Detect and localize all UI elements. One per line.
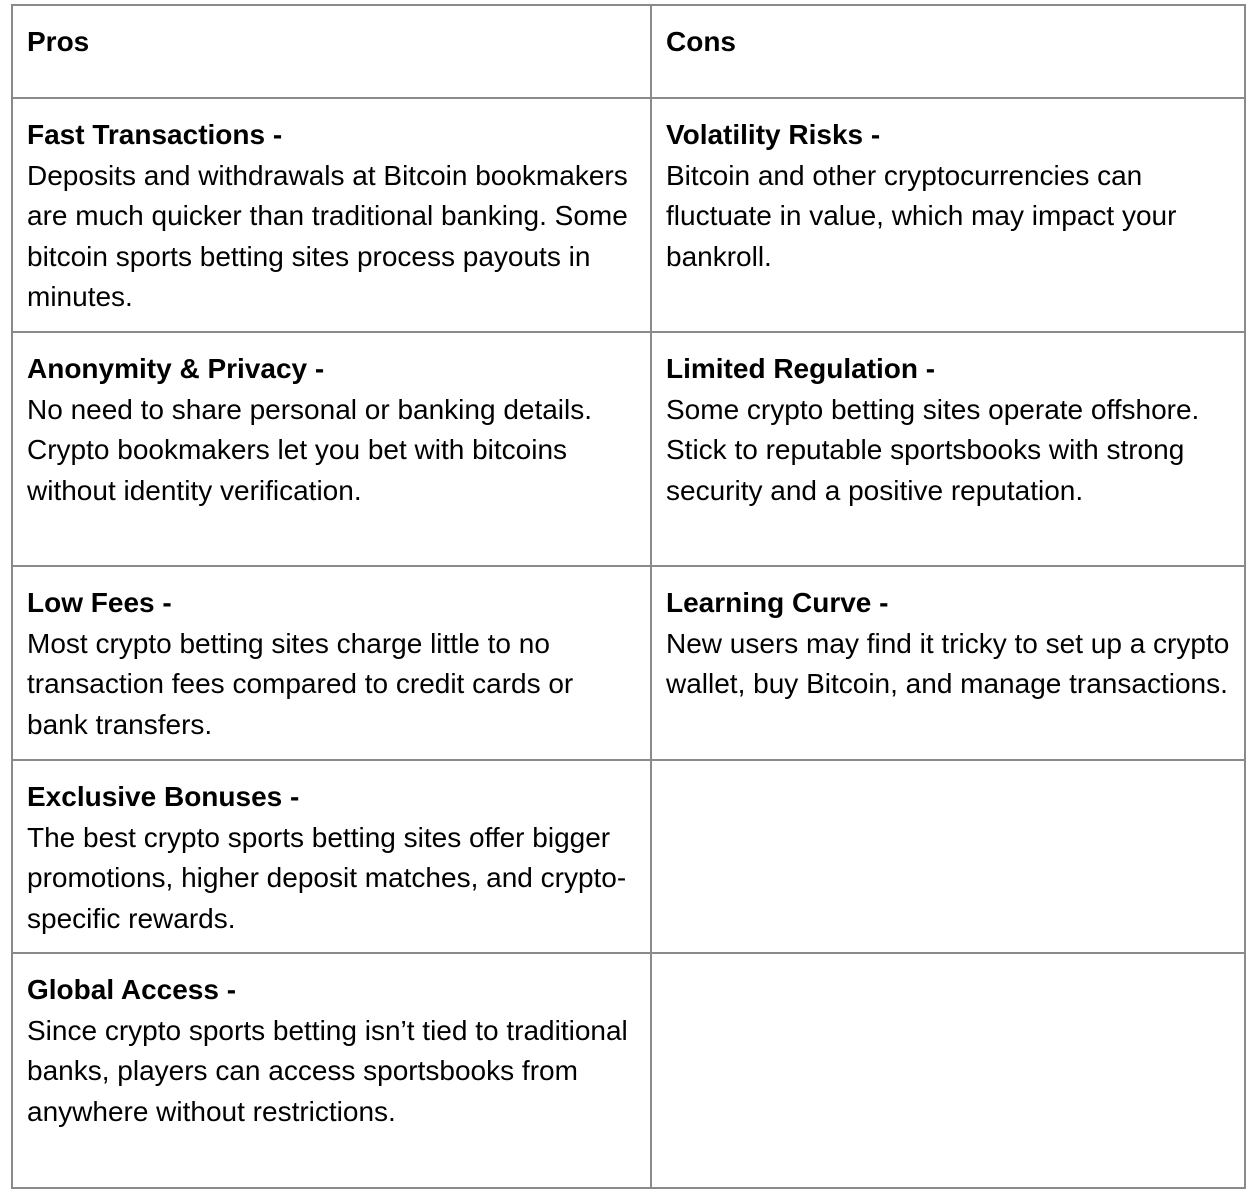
pro-cell (12, 760, 651, 953)
table-row (12, 760, 1245, 953)
header-row (12, 5, 1245, 98)
pro-cell (12, 332, 651, 566)
empty-con-cell (651, 953, 1245, 1188)
pro-description: Most crypto betting sites charge little to no transaction fees compared to credit cards or bank transfers. (27, 627, 574, 740)
pro-cell (12, 566, 651, 760)
pro-title: Anonymity & Privacy - (27, 353, 325, 384)
pro-description: Deposits and withdrawals at Bitcoin bookmakers are much quicker than traditional banking. Some bitcoin sports betting sites process payouts in minutes. (27, 159, 628, 312)
con-cell (651, 332, 1245, 566)
pro-cell (12, 98, 651, 332)
pro-title: Low Fees - (27, 587, 172, 618)
pros-header: Pros (27, 26, 90, 57)
pro-description: No need to share personal or banking details. Crypto bookmakers let you bet with bitcoins without identity verification. (27, 393, 593, 506)
cons-header-cell (651, 5, 1245, 98)
cons-header: Cons (666, 26, 736, 57)
pro-title: Global Access - (27, 974, 237, 1005)
con-description: Some crypto betting sites operate offshore. Stick to reputable sportsbooks with strong security and a positive reputation. (666, 393, 1200, 506)
con-cell (651, 98, 1245, 332)
pros-cons-table (11, 4, 1246, 1189)
empty-con-cell (651, 760, 1245, 953)
pro-description: The best crypto sports betting sites offer bigger promotions, higher deposit matches, and crypto-specific rewards. (27, 821, 627, 934)
pro-description: Since crypto sports betting isn’t tied to traditional banks, players can access sportsbooks from anywhere without restrictions. (27, 1014, 628, 1127)
pro-title: Exclusive Bonuses - (27, 781, 300, 812)
table-row (12, 332, 1245, 566)
table-row (12, 566, 1245, 760)
pros-header-cell (12, 5, 651, 98)
con-title: Volatility Risks - (666, 119, 881, 150)
con-description: Bitcoin and other cryptocurrencies can fluctuate in value, which may impact your bankroll. (666, 159, 1177, 272)
table-row (12, 953, 1245, 1188)
con-cell (651, 566, 1245, 760)
con-title: Learning Curve - (666, 587, 889, 618)
pro-cell (12, 953, 651, 1188)
con-description: New users may find it tricky to set up a crypto wallet, buy Bitcoin, and manage transactions. (666, 627, 1230, 699)
pro-title: Fast Transactions - (27, 119, 283, 150)
con-title: Limited Regulation - (666, 353, 936, 384)
table-row (12, 98, 1245, 332)
